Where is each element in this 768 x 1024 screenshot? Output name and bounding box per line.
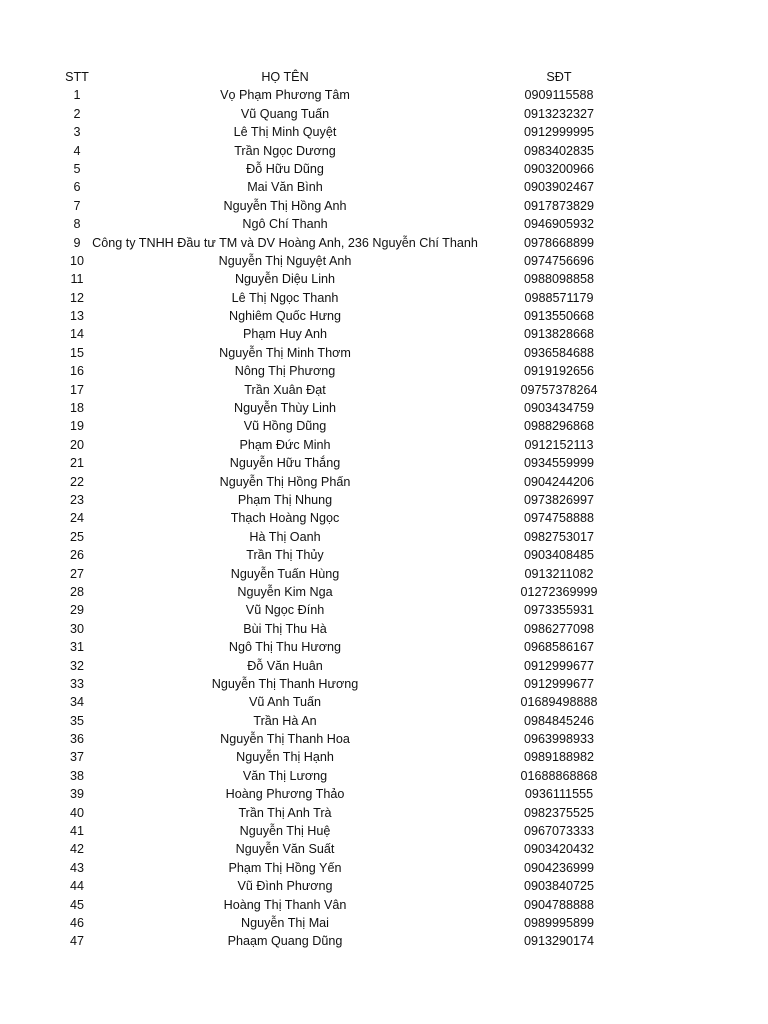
table-row: [0, 546, 768, 564]
row-stt: 25: [69, 529, 84, 544]
row-name: Nguyễn Thị Hạnh: [236, 750, 334, 765]
row-phone: 09757378264: [520, 382, 598, 397]
table-row: [0, 197, 768, 215]
header-phone: SĐT: [546, 70, 572, 84]
row-stt: 45: [69, 897, 84, 912]
row-phone: 0989995899: [523, 915, 595, 930]
row-stt: 21: [69, 456, 84, 471]
row-stt: 14: [69, 327, 84, 342]
row-phone: 0912152113: [524, 437, 594, 452]
table-row: [0, 712, 768, 730]
table-row: [0, 454, 768, 472]
row-phone: 0903420432: [523, 842, 595, 857]
row-name: Nguyễn Thị Thanh Hương: [211, 676, 359, 691]
table-row: [0, 620, 768, 638]
table-row: [0, 657, 768, 675]
row-name: Bùi Thị Thu Hà: [243, 621, 327, 636]
row-name: Văn Thị Lương: [242, 768, 328, 783]
row-phone: 0978668899: [523, 235, 595, 250]
row-phone: 0917873829: [523, 198, 595, 213]
row-phone: 0913290174: [523, 934, 595, 949]
row-name: Nguyễn Kim Nga: [237, 584, 333, 599]
row-stt: 24: [69, 511, 84, 526]
row-stt: 27: [69, 566, 84, 581]
table-row: [0, 767, 768, 785]
table-body: [0, 86, 768, 950]
table-row: [0, 693, 768, 711]
row-name: Nguyễn Thị Minh Thơm: [219, 345, 351, 360]
row-stt: 39: [69, 787, 84, 802]
row-name: Nguyễn Văn Suất: [235, 842, 335, 857]
table-row: [0, 638, 768, 656]
table-row: [0, 473, 768, 491]
row-stt: 16: [69, 364, 84, 379]
row-stt: 35: [69, 713, 84, 728]
row-phone: 0984845246: [523, 713, 595, 728]
row-phone: 0913232327: [523, 106, 595, 121]
table-row: [0, 896, 768, 914]
row-stt: 26: [69, 548, 84, 563]
row-stt: 15: [69, 345, 84, 360]
row-phone: 0946905932: [523, 217, 595, 232]
row-name: Hoàng Phương Thảo: [225, 787, 345, 802]
row-phone: 0904788888: [523, 897, 595, 912]
row-stt: 19: [69, 419, 84, 434]
row-name: Trần Hà An: [253, 713, 317, 728]
row-phone: 0904236999: [523, 860, 595, 875]
row-name: Nguyễn Thị Hồng Anh: [223, 198, 347, 213]
row-stt: 28: [69, 584, 84, 599]
table-row: [0, 215, 768, 233]
row-stt: 13: [69, 309, 84, 324]
row-phone: 0912999995: [523, 125, 595, 140]
table-row: [0, 675, 768, 693]
row-phone: 0986277098: [523, 621, 595, 636]
row-phone: 0934559999: [523, 456, 595, 471]
row-name: Phaạm Quang Dũng: [227, 934, 343, 949]
table-row: [0, 528, 768, 546]
row-phone: 0968586167: [523, 640, 595, 655]
row-phone: 0903434759: [523, 401, 595, 416]
contact-sheet: [0, 68, 768, 951]
row-stt: 11: [70, 272, 84, 287]
row-stt: 30: [69, 621, 84, 636]
row-name: Hoàng Thị Thanh Vân: [223, 897, 347, 912]
row-name: Vũ Anh Tuấn: [248, 695, 322, 710]
row-name: Ngô Thị Thu Hương: [228, 640, 342, 655]
table-row: [0, 234, 768, 252]
row-name: Trần Xuân Đạt: [244, 382, 326, 397]
row-phone: 0912999677: [523, 658, 595, 673]
table-row: [0, 86, 768, 104]
row-stt: 33: [69, 676, 84, 691]
row-name: Nguyễn Diệu Linh: [234, 272, 336, 287]
row-phone: 01689498888: [520, 695, 598, 710]
row-name: Thạch Hoàng Ngọc: [230, 511, 340, 526]
table-row: [0, 399, 768, 417]
row-stt: 32: [69, 658, 84, 673]
row-phone: 0913828668: [523, 327, 595, 342]
row-phone: 0982375525: [523, 805, 595, 820]
row-stt: 37: [69, 750, 84, 765]
table-row: [0, 362, 768, 380]
table-row: [0, 730, 768, 748]
row-stt: 41: [69, 824, 84, 839]
row-phone: 0988098858: [523, 272, 595, 287]
row-stt: 3: [73, 125, 81, 140]
row-name: Nguyễn Thị Hồng Phấn: [219, 474, 351, 489]
table-row: [0, 142, 768, 160]
row-name: Trần Thị Anh Trà: [238, 805, 332, 820]
row-name: Nguyễn Thùy Linh: [234, 401, 336, 416]
row-name: Vũ Ngọc Đính: [245, 603, 325, 618]
row-phone: 0909115588: [524, 88, 594, 103]
table-row: [0, 804, 768, 822]
row-stt: 43: [69, 860, 84, 875]
row-name: Phạm Thị Nhung: [237, 492, 333, 507]
table-row: [0, 289, 768, 307]
row-name: Vọ Phạm Phương Tâm: [220, 88, 350, 103]
row-name: Nguyễn Thị Nguyệt Anh: [218, 253, 352, 268]
row-name: Mai Văn Bình: [247, 180, 323, 195]
table-row: [0, 932, 768, 950]
row-stt: 38: [69, 768, 84, 783]
row-name: Hà Thị Oanh: [249, 529, 321, 544]
header-name: HỌ TÊN: [261, 70, 309, 84]
header-stt: STT: [65, 70, 89, 84]
row-stt: 2: [73, 106, 81, 121]
row-stt: 7: [73, 198, 81, 213]
row-phone: 0903408485: [523, 548, 595, 563]
row-phone: 0988571179: [524, 290, 594, 305]
table-row: [0, 178, 768, 196]
row-name: Phạm Thị Hồng Yến: [228, 860, 342, 875]
row-stt: 29: [69, 603, 84, 618]
row-stt: 9: [73, 235, 81, 250]
row-name: Vũ Quang Tuấn: [240, 106, 330, 121]
row-name: Đỗ Hữu Dũng: [246, 161, 324, 176]
table-row: [0, 105, 768, 123]
table-row: [0, 123, 768, 141]
row-stt: 47: [69, 934, 84, 949]
row-stt: 20: [69, 437, 84, 452]
row-stt: 10: [69, 253, 84, 268]
row-name: Nguyễn Thị Huệ: [239, 824, 331, 839]
row-phone: 0903840725: [523, 879, 595, 894]
row-phone: 0919192656: [523, 364, 595, 379]
row-name: Công ty TNHH Đầu tư TM và DV Hoàng Anh, 236 Nguyễn Chí Thanh: [92, 235, 478, 250]
table-row: [0, 491, 768, 509]
row-phone: 0974758888: [523, 511, 595, 526]
table-row: [0, 509, 768, 527]
row-phone: 0988296868: [523, 419, 595, 434]
row-phone: 0904244206: [523, 474, 595, 489]
row-name: Nguyễn Hữu Thắng: [229, 456, 341, 471]
row-name: Nông Thị Phương: [234, 364, 336, 379]
row-name: Phạm Đức Minh: [239, 437, 331, 452]
row-stt: 6: [73, 180, 81, 195]
row-stt: 4: [73, 143, 81, 158]
row-name: Nguyễn Tuấn Hùng: [230, 566, 340, 581]
row-name: Vũ Đình Phương: [237, 879, 333, 894]
row-phone: 0903902467: [523, 180, 595, 195]
row-phone: 0903200966: [523, 161, 595, 176]
row-stt: 22: [69, 474, 84, 489]
row-phone: 0973355931: [523, 603, 595, 618]
row-phone: 0936584688: [523, 345, 595, 360]
row-phone: 0913550668: [523, 309, 595, 324]
row-name: Ngô Chí Thanh: [242, 217, 328, 232]
table-row: [0, 785, 768, 803]
row-phone: 01688868868: [520, 768, 598, 783]
row-name: Trần Thị Thủy: [246, 548, 324, 563]
table-row: [0, 877, 768, 895]
row-stt: 12: [69, 290, 84, 305]
table-row: [0, 270, 768, 288]
row-phone: 0963998933: [523, 732, 595, 747]
table-row: [0, 436, 768, 454]
row-name: Nguyễn Thị Thanh Hoa: [220, 732, 350, 747]
row-stt: 40: [69, 805, 84, 820]
row-phone: 0967073333: [523, 824, 595, 839]
table-row: [0, 583, 768, 601]
row-phone: 01272369999: [520, 584, 598, 599]
table-row: [0, 840, 768, 858]
row-stt: 8: [73, 217, 81, 232]
row-stt: 17: [69, 382, 84, 397]
table-row: [0, 914, 768, 932]
table-row: [0, 344, 768, 362]
row-name: Lê Thị Minh Quyệt: [233, 125, 337, 140]
row-phone: 0989188982: [523, 750, 595, 765]
table-row: [0, 160, 768, 178]
table-row: [0, 252, 768, 270]
row-stt: 18: [69, 401, 84, 416]
row-name: Vũ Hồng Dũng: [243, 419, 327, 434]
row-phone: 0912999677: [523, 676, 595, 691]
row-name: Lê Thị Ngọc Thanh: [231, 290, 339, 305]
table-row: [0, 565, 768, 583]
row-stt: 46: [69, 915, 84, 930]
row-stt: 5: [73, 161, 81, 176]
table-row: [0, 325, 768, 343]
table-row: [0, 417, 768, 435]
table-row: [0, 748, 768, 766]
row-name: Nguyễn Thị Mai: [241, 915, 329, 930]
row-name: Đỗ Văn Huân: [247, 658, 323, 673]
row-stt: 36: [69, 732, 84, 747]
row-stt: 44: [69, 879, 84, 894]
table-row: [0, 859, 768, 877]
table-row: [0, 381, 768, 399]
header-row: [0, 68, 768, 86]
row-name: Trần Ngọc Dương: [234, 143, 336, 158]
row-stt: 23: [69, 492, 84, 507]
row-name: Phạm Huy Anh: [242, 327, 327, 342]
table-row: [0, 822, 768, 840]
row-phone: 0982753017: [523, 529, 595, 544]
row-stt: 1: [73, 88, 81, 103]
row-phone: 0936111555: [524, 787, 594, 802]
table-row: [0, 307, 768, 325]
row-phone: 0913211082: [524, 566, 594, 581]
row-phone: 0983402835: [523, 143, 595, 158]
row-phone: 0973826997: [523, 492, 595, 507]
row-stt: 42: [69, 842, 84, 857]
row-name: Nghiêm Quốc Hưng: [228, 309, 342, 324]
row-stt: 31: [69, 640, 84, 655]
table-row: [0, 601, 768, 619]
row-phone: 0974756696: [523, 253, 595, 268]
row-stt: 34: [69, 695, 84, 710]
